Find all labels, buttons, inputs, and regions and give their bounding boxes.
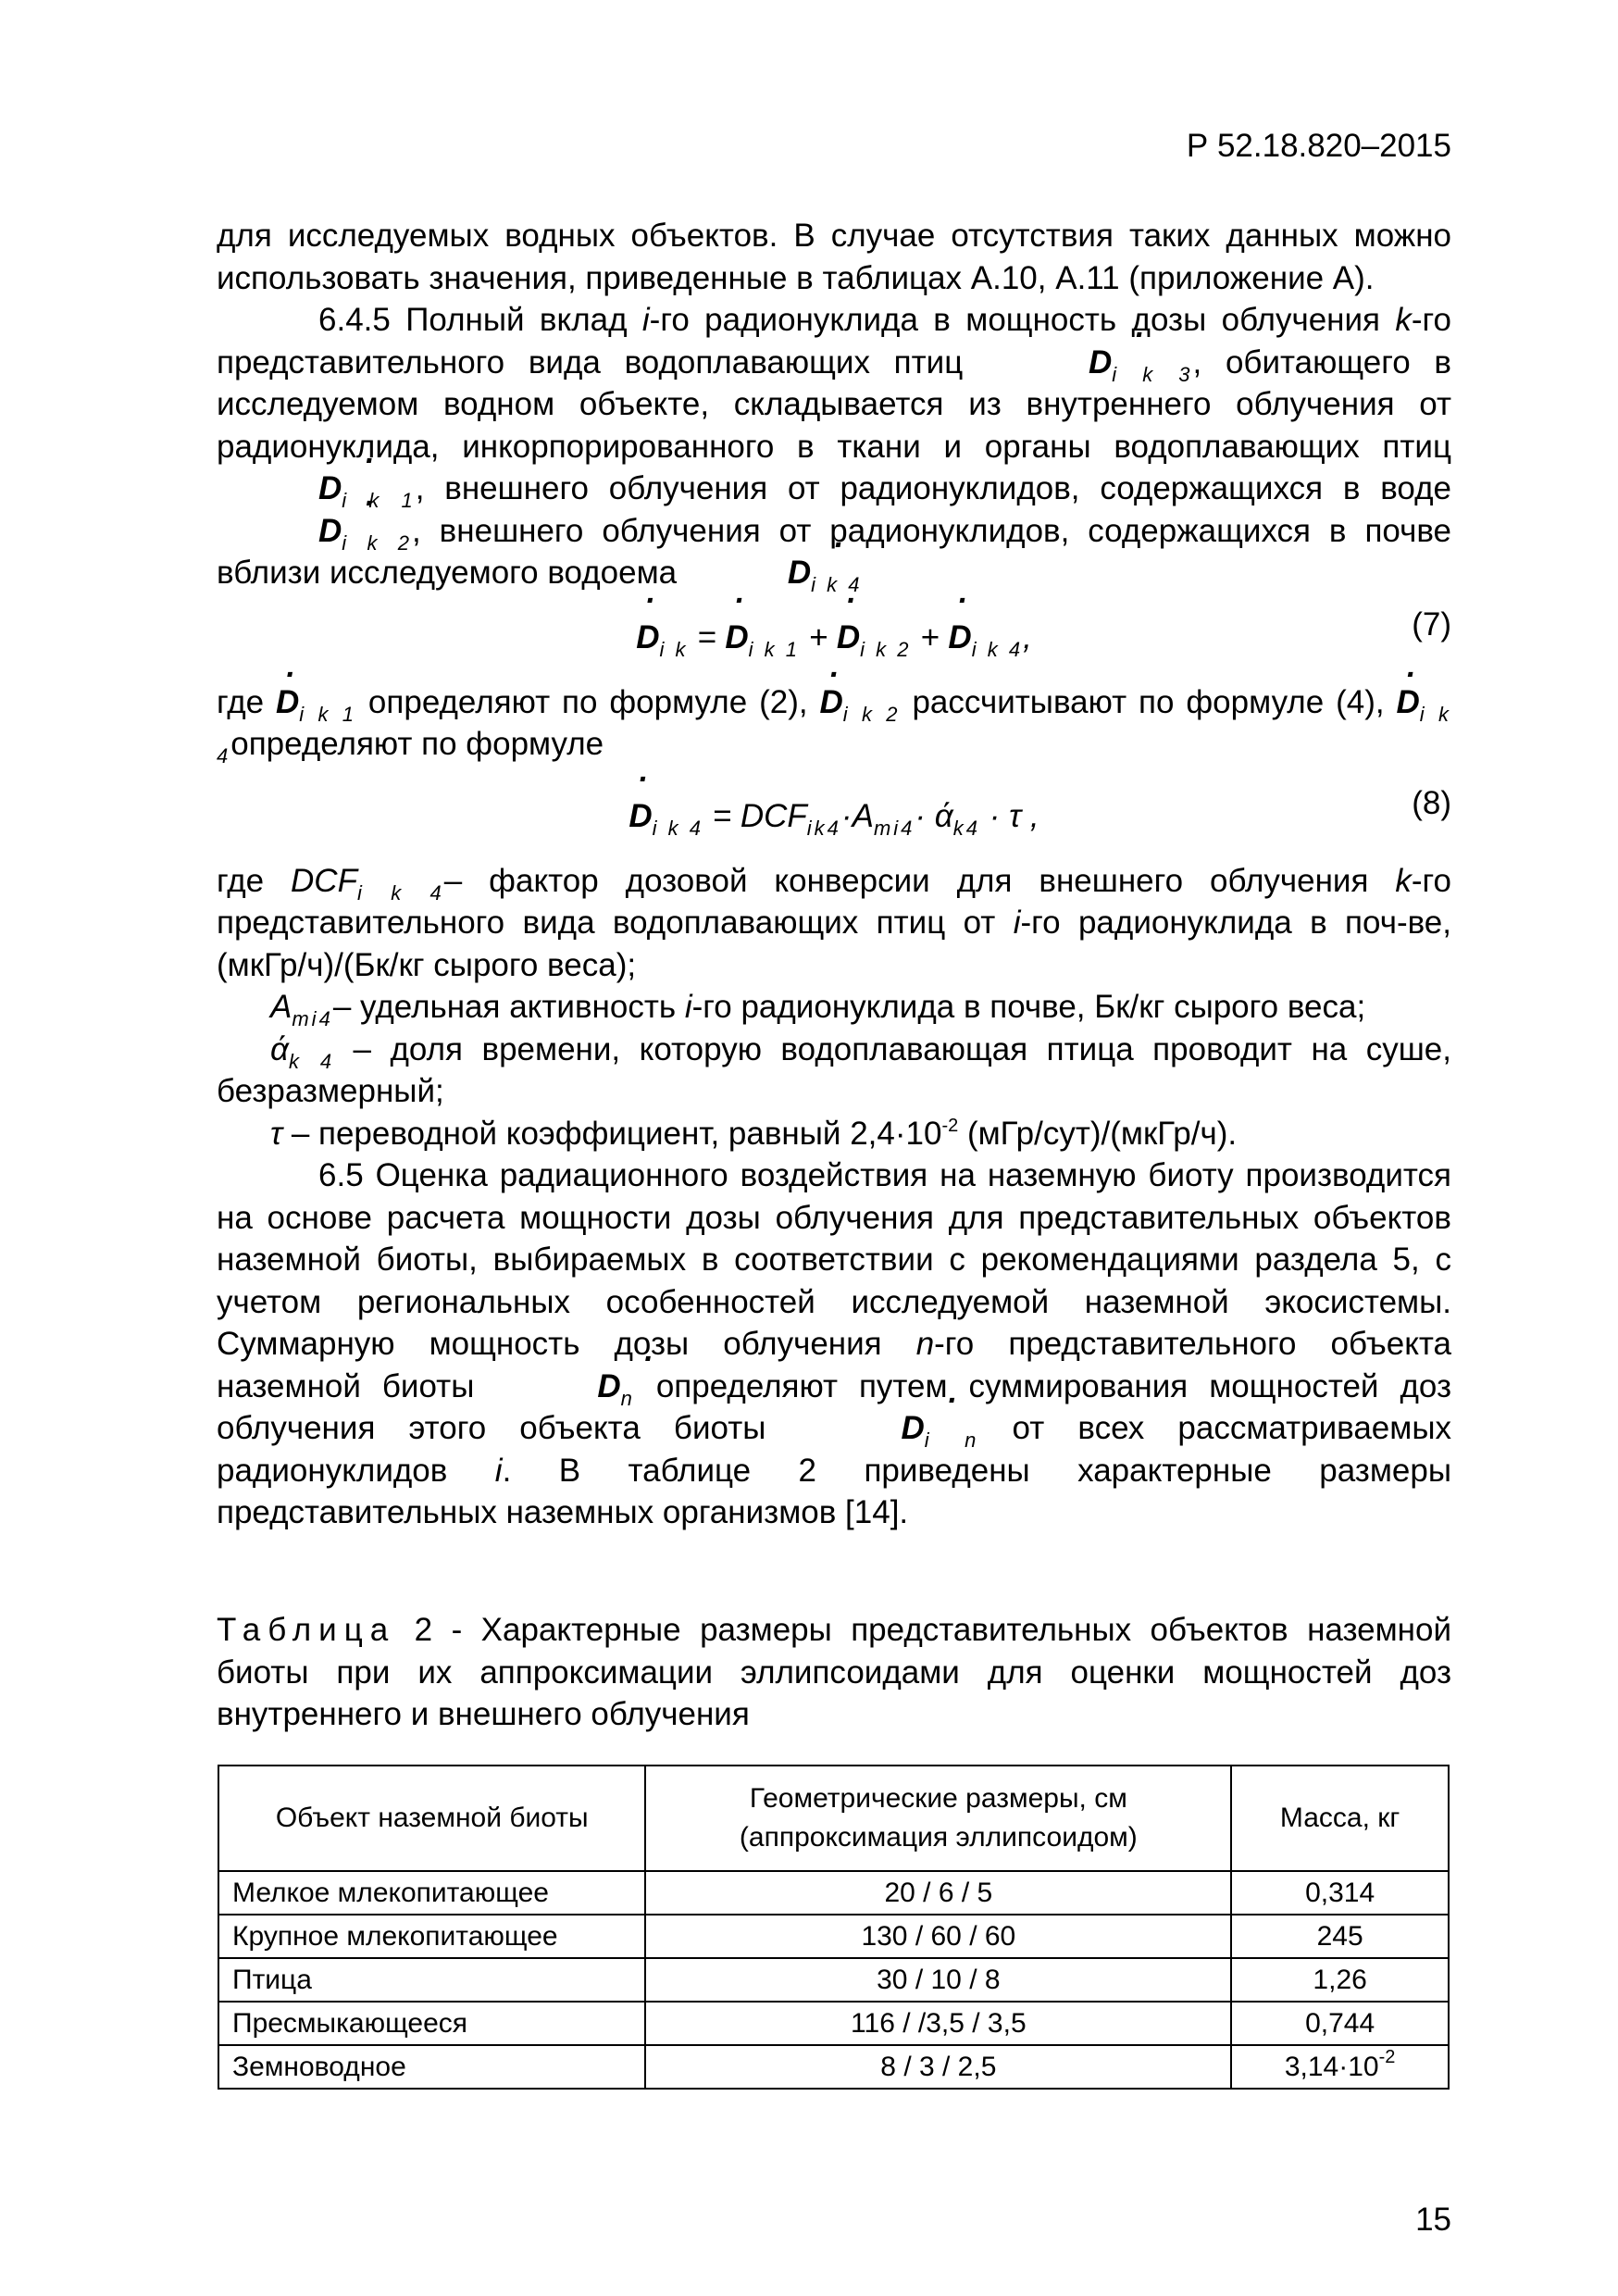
table-row [218,2045,1449,2089]
table-cell: Птица [218,1958,645,2002]
table-caption: Таблица 2 - Характерные размеры представительных объектов наземной биоты при их аппроксимации эллипсоидами для оценки мощностей доз внутреннего и внешнего облучения [217,1612,1451,1732]
table-cell: 245 [1231,1915,1449,1958]
definition-dcf: где $DCF_{i k 4}-$ фактор дозовой конверсии для внешнего облучения k-го представительного вида водоплавающих птиц от i-го радионуклида в поч-ве, (мкГр/ч)/(Бк/кг сырого веса); [217,862,1451,983]
table-header-row [218,1766,1449,1871]
table-cell: 8 / 3 / 2,5 [645,2045,1231,2089]
table-header: Масса, кг [1231,1766,1449,1871]
formula-number: (7) [1412,605,1451,643]
paragraph-6-5: 6.5 Оценка радиационного воздействия на наземную биоту производится на основе расчета мощности дозы облучения для представительных объектов наземной биоты, выбираемых в соответствии с рекомендациями раздела 5, с учетом региональных особенностей исследуемой наземной экосистемы. Суммарную мощность дозы облучения n-го представительного объекта наземной биоты · $D_n$ определяют путем суммирования мощностей доз облучения этого объекта биоты · $D_{i n}$ от всех рассматриваемых радионуклидов i. В таблице 2 приведены характерные размеры представительных наземных организмов [14]. [217,1154,1451,1534]
table-row [218,2002,1449,2045]
definition-tau: τ – переводной коэффициент, равный $2,4\cdot 10^{-2}$ (мГр/сут)/(мкГр/ч). [270,1115,1238,1152]
table-cell: Мелкое млекопитающее [218,1871,645,1915]
table-row [218,1915,1449,1958]
document-code: Р 52.18.820–2015 [1186,128,1451,164]
paragraph-6-4-5: 6.4.5 Полный вклад i-го радионуклида в мощность дозы облучения k-го представительного вида водоплавающих птиц · $D_{i k 3}$, обитающего в исследуемом водном объекте, складывается из внутреннего облучения от радионуклида, инкорпорированного в ткани и органы водоплавающих птиц · $D_{i k 1}$, внешнего облучения от радионуклидов, содержащихся в воде · $D_{i k 2}$, внешнего облучения от радионуклидов, содержащихся в почве вблизи исследуемого водоема · $D_{i k 4}$ [217,299,1451,594]
table-cell: Крупное млекопитающее [218,1915,645,1958]
formula-7: · $D_{i k}$ = · $D_{i k 1}$ + · $D_{i k 2}$ + · $D_{i k 4}$, (7) [217,607,1451,668]
dose-rate-symbol: · D [686,552,811,594]
table-cell: 1,26 [1231,1958,1449,2002]
table-header: Геометрические размеры, см (аппроксимация эллипсоидом) [645,1766,1231,1871]
table-cell: Пресмыкающееся [218,2002,645,2045]
definition-a: $А_{mi4}-$ удельная активность i-го радионуклида в почве, Бк/кг сырого веса; [270,989,1366,1030]
definition-alpha: $ά_{k 4}$ – доля времени, которую водоплавающая птица проводит на суше, безразмерный; [217,1030,1451,1109]
table-cell: Земноводное [218,2045,645,2089]
table-cell: 116 / /3,5 / 3,5 [645,2002,1231,2045]
dose-rate-symbol: · D [217,510,342,553]
formula-8: · $D_{i k 4} = DCF_{ik4}\cdot A_{mi4}\cdot ά_{k4} \cdot \tau$ , (8) [217,786,1451,847]
table-row [218,1958,1449,2002]
table-cell: 0,314 [1231,1871,1449,1915]
paragraph-continuation: для исследуемых водных объектов. В случае отсутствия таких данных можно использовать значения, приведенные в таблицах А.10, А.11 (приложение А). [217,218,1451,296]
dose-rate-symbol: · D [987,342,1112,384]
table-cell: 20 / 6 / 5 [645,1871,1231,1915]
table-cell: 130 / 60 / 60 [645,1915,1231,1958]
dose-rate-symbol: · D [217,468,342,510]
table-cell: $3,14\cdot 10^{-2}$ [1231,2045,1449,2089]
biota-dimensions-table [218,1765,1450,2090]
formula-number: (8) [1412,784,1451,821]
table-row [218,1871,1449,1915]
table-cell: 30 / 10 / 8 [645,1958,1231,2002]
table-header: Объект наземной биоты [218,1766,645,1871]
table-cell: 0,744 [1231,2002,1449,2045]
body-text [217,215,1451,1534]
page-number: 15 [1415,2202,1451,2238]
paragraph-where: где · $D_{i k 1}$ определяют по формуле (2), · $D_{i k 2}$ рассчитывают по формуле (4), · $D_{i k 4}определяют$ по формуле [217,681,1451,766]
